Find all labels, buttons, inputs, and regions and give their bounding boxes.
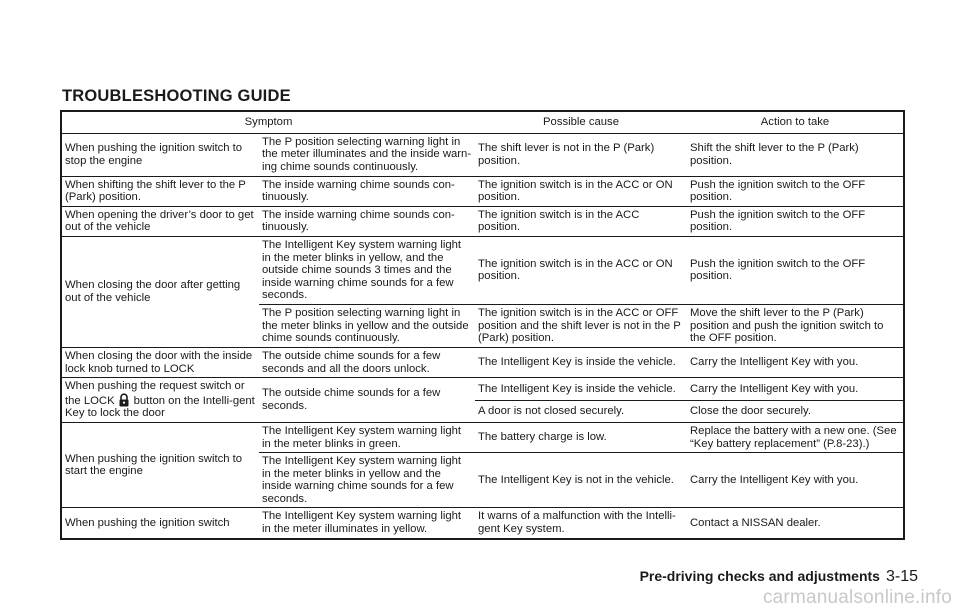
symptom-cell: When opening the driver’s door to get out of the vehicle xyxy=(61,206,259,236)
cause-cell: It warns of a malfunction with the Intelli-gent Key system. xyxy=(475,508,687,539)
action-cell: Carry the Intelligent Key with you. xyxy=(687,347,904,377)
table-row xyxy=(61,176,904,206)
detail-cell: The Intelligent Key system warning light in the meter blinks in yellow and the inside warning chime sounds for a few seconds. xyxy=(259,453,475,508)
symptom-text-post: button on the Intelli-gent Key to lock the door xyxy=(65,394,255,420)
table-row xyxy=(61,378,904,400)
symptom-cell: When pushing the ignition switch to stop the engine xyxy=(61,133,259,176)
page-title: TROUBLESHOOTING GUIDE xyxy=(62,87,291,105)
detail-cell: The outside chime sounds for a few seconds and all the doors unlock. xyxy=(259,347,475,377)
symptom-text-pre: When pushing the request switch or the LOCK xyxy=(65,380,245,407)
detail-cell: The Intelligent Key system warning light in the meter blinks in yellow, and the outside chime sounds 3 times and the inside warning chime sounds for a few seconds. xyxy=(259,236,475,304)
detail-cell: The inside warning chime sounds con-tinuously. xyxy=(259,176,475,206)
cause-cell: The ignition switch is in the ACC or ON position. xyxy=(475,236,687,304)
page-footer xyxy=(640,568,918,586)
table-row xyxy=(61,133,904,176)
action-cell: Contact a NISSAN dealer. xyxy=(687,508,904,539)
lock-icon xyxy=(117,393,131,407)
cause-cell: The Intelligent Key is inside the vehicle. xyxy=(475,347,687,377)
table-row xyxy=(61,422,904,452)
detail-cell: The P position selecting warning light in the meter blinks in yellow and the outside chime sounds continuously. xyxy=(259,304,475,347)
table-row xyxy=(61,508,904,539)
troubleshooting-table xyxy=(60,110,905,540)
page-number: 3-15 xyxy=(885,568,918,585)
symptom-cell: When closing the door with the inside lock knob turned to LOCK xyxy=(61,347,259,377)
symptom-cell xyxy=(61,378,259,423)
cause-cell: The ignition switch is in the ACC or OFF position and the shift lever is not in the P (Park) position. xyxy=(475,304,687,347)
cause-cell: The battery charge is low. xyxy=(475,422,687,452)
table-row xyxy=(61,236,904,304)
action-cell: Close the door securely. xyxy=(687,400,904,422)
detail-cell: The Intelligent Key system warning light in the meter illuminates in yellow. xyxy=(259,508,475,539)
symptom-cell: When shifting the shift lever to the P (Park) position. xyxy=(61,176,259,206)
header-possible-cause: Possible cause xyxy=(475,111,687,133)
cause-cell: The shift lever is not in the P (Park) position. xyxy=(475,133,687,176)
action-cell: Carry the Intelligent Key with you. xyxy=(687,453,904,508)
section-name: Pre-driving checks and adjustments xyxy=(639,568,880,584)
action-cell: Carry the Intelligent Key with you. xyxy=(687,378,904,400)
table-row xyxy=(61,206,904,236)
cause-cell: The ignition switch is in the ACC position. xyxy=(475,206,687,236)
action-cell: Replace the battery with a new one. (See “Key battery replacement” (P.8-23).) xyxy=(687,422,904,452)
action-cell: Push the ignition switch to the OFF position. xyxy=(687,236,904,304)
symptom-cell: When pushing the ignition switch xyxy=(61,508,259,539)
detail-cell: The P position selecting warning light in the meter illuminates and the inside warn-ing chime sounds continuously. xyxy=(259,133,475,176)
table-header-row xyxy=(61,111,904,133)
table-row xyxy=(61,347,904,377)
action-cell: Move the shift lever to the P (Park) position and push the ignition switch to the OFF position. xyxy=(687,304,904,347)
cause-cell: The ignition switch is in the ACC or ON position. xyxy=(475,176,687,206)
header-symptom: Symptom xyxy=(61,111,475,133)
detail-cell: The Intelligent Key system warning light in the meter blinks in green. xyxy=(259,422,475,452)
action-cell: Push the ignition switch to the OFF position. xyxy=(687,206,904,236)
cause-cell: The Intelligent Key is inside the vehicle. xyxy=(475,378,687,400)
detail-cell: The inside warning chime sounds con-tinuously. xyxy=(259,206,475,236)
detail-cell: The outside chime sounds for a few seconds. xyxy=(259,378,475,423)
cause-cell: A door is not closed securely. xyxy=(475,400,687,422)
cause-cell: The Intelligent Key is not in the vehicle. xyxy=(475,453,687,508)
action-cell: Push the ignition switch to the OFF position. xyxy=(687,176,904,206)
header-action: Action to take xyxy=(687,111,904,133)
action-cell: Shift the shift lever to the P (Park) position. xyxy=(687,133,904,176)
watermark: carmanualsonline.info xyxy=(762,587,952,608)
symptom-cell: When closing the door after getting out of the vehicle xyxy=(61,236,259,347)
symptom-cell: When pushing the ignition switch to start the engine xyxy=(61,422,259,508)
